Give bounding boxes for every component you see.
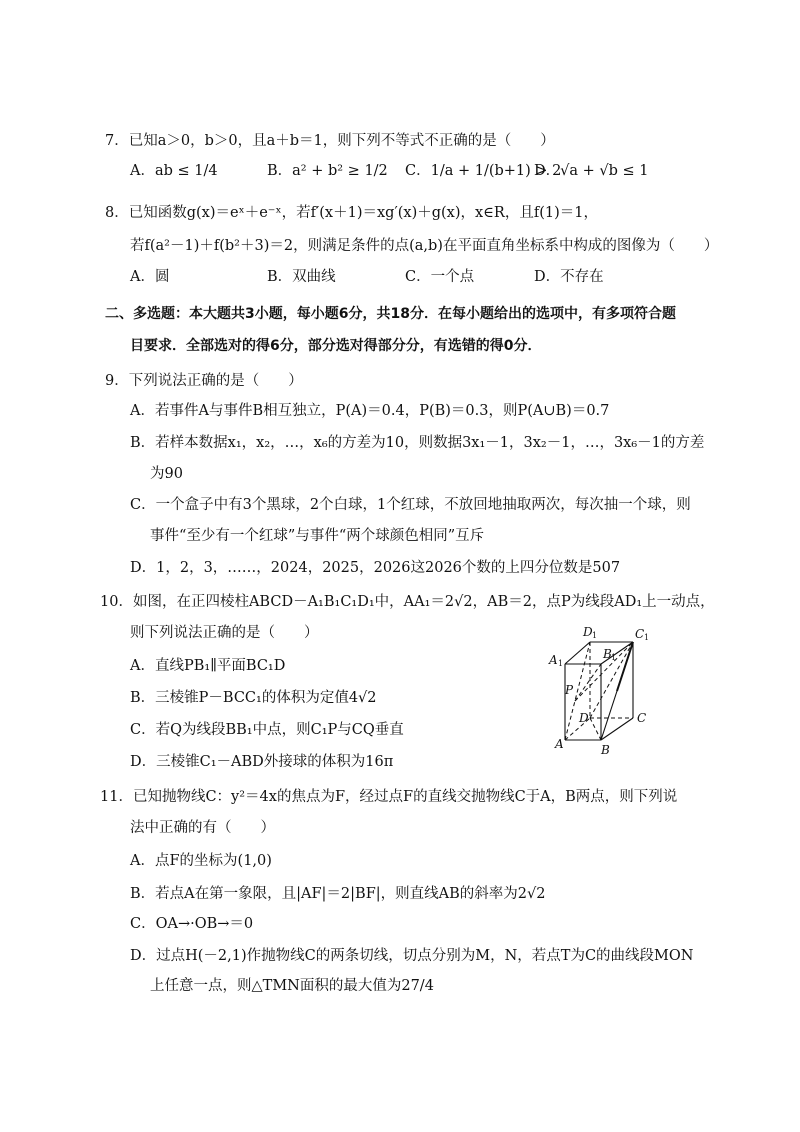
q8-stem-line2: 若f(a²－1)＋f(b²＋3)＝2，则满足条件的点(a,b)在平面直角坐标系中构成的图像为（ ） (130, 238, 719, 254)
q7-option-d: D．√a + √b ≤ 1 (534, 163, 649, 179)
q9-option-a: A．若事件A与事件B相互独立，P(A)＝0.4，P(B)＝0.3，则P(A∪B)＝0.7 (130, 403, 610, 419)
label-b1-sub: 1 (611, 653, 617, 662)
label-a1: A (549, 653, 558, 667)
q11-option-d-line2: 上任意一点，则△TMN面积的最大值为27/4 (150, 978, 434, 994)
q11-option-a: A．点F的坐标为(1,0) (130, 853, 272, 869)
label-b: B (601, 743, 610, 757)
q11-option-b: B．若点A在第一象限，且|AF|＝2|BF|，则直线AB的斜率为2√2 (130, 886, 546, 902)
edge-db-hidden (590, 718, 601, 740)
q8-option-d: D．不存在 (534, 269, 604, 285)
label-c: C (637, 711, 647, 725)
q11-option-c: C．OA→·OB→＝0 (130, 916, 254, 932)
q11-stem-line1: 11．已知抛物线C：y²＝4x的焦点为F，经过点F的直线交抛物线C于A，B两点，则下列说 (100, 789, 678, 805)
q9-option-d: D．1，2，3，……，2024，2025，2026这2026个数的上四分位数是507 (130, 560, 621, 576)
q7-option-c: C．1/a + 1/(b+1) > 2 (405, 163, 562, 179)
label-c1-sub: 1 (644, 633, 650, 642)
label-d: D (579, 711, 589, 725)
edge-bc (601, 718, 633, 740)
q9-option-c-line2: 事件“至少有一个红球”与事件“两个球颜色相同”互斥 (150, 528, 485, 544)
q8-option-a: A．圆 (130, 269, 170, 285)
section2-heading-line2: 目要求．全部选对的得6分，部分选对得部分分，有选错的得0分． (130, 338, 542, 354)
q7-option-b: B．a² + b² ≥ 1/2 (267, 163, 388, 179)
label-b1: B (603, 647, 612, 661)
label-p: P (565, 683, 574, 697)
q10-option-a: A．直线PB₁∥平面BC₁D (130, 658, 286, 674)
label-c1: C (635, 627, 645, 641)
q9-option-c-line1: C．一个盒子中有3个黑球，2个白球，1个红球，不放回地抽取两次，每次抽一个球，则 (130, 497, 691, 513)
section2-heading-line1: 二、多选题：本大题共3小题，每小题6分，共18分．在每小题给出的选项中，有多项符合题 (105, 306, 676, 322)
q8-option-c: C．一个点 (405, 269, 475, 285)
edge-pb1-hidden (575, 664, 601, 701)
q10-option-c: C．若Q为线段BB₁中点，则C₁P与CQ垂直 (130, 722, 404, 738)
label-d1: D (583, 625, 593, 639)
edge-a1d1 (565, 642, 590, 664)
q7-stem: 7．已知a＞0，b＞0，且a＋b＝1，则下列不等式不正确的是（ ） (105, 133, 555, 149)
q9-option-b-line2: 为90 (150, 466, 183, 482)
q10-stem-line1: 10．如图，在正四棱柱ABCD－A₁B₁C₁D₁中，AA₁＝2√2，AB＝2，点P为线段AD₁上一动点， (100, 594, 715, 610)
q11-option-d-line1: D．过点H(－2,1)作抛物线C的两条切线，切点分别为M，N，若点T为C的曲线段MON (130, 948, 694, 964)
label-a: A (555, 737, 564, 751)
q7-option-a: A．ab ≤ 1/4 (130, 163, 218, 179)
label-a1-sub: 1 (558, 659, 564, 668)
q9-stem: 9．下列说法正确的是（ ） (105, 373, 303, 389)
q11-stem-line2: 法中正确的有（ ） (130, 820, 275, 836)
q8-stem-line1: 8．已知函数g(x)＝eˣ＋e⁻ˣ，若f′(x＋1)＝xg′(x)＋g(x)，x∈R，且f(1)＝1， (105, 205, 598, 221)
q8-option-b: B．双曲线 (267, 269, 336, 285)
q10-option-d: D．三棱锥C₁－ABD外接球的体积为16π (130, 754, 394, 770)
q10-stem-line2: 则下列说法正确的是（ ） (130, 625, 319, 641)
q9-option-b-line1: B．若样本数据x₁，x₂，…，x₆的方差为10，则数据3x₁－1，3x₂－1，…，3x₆－1的方差 (130, 435, 705, 451)
q10-option-b: B．三棱锥P－BCC₁的体积为定值4√2 (130, 690, 377, 706)
label-d1-sub: 1 (592, 631, 598, 640)
prism-figure (545, 618, 675, 758)
